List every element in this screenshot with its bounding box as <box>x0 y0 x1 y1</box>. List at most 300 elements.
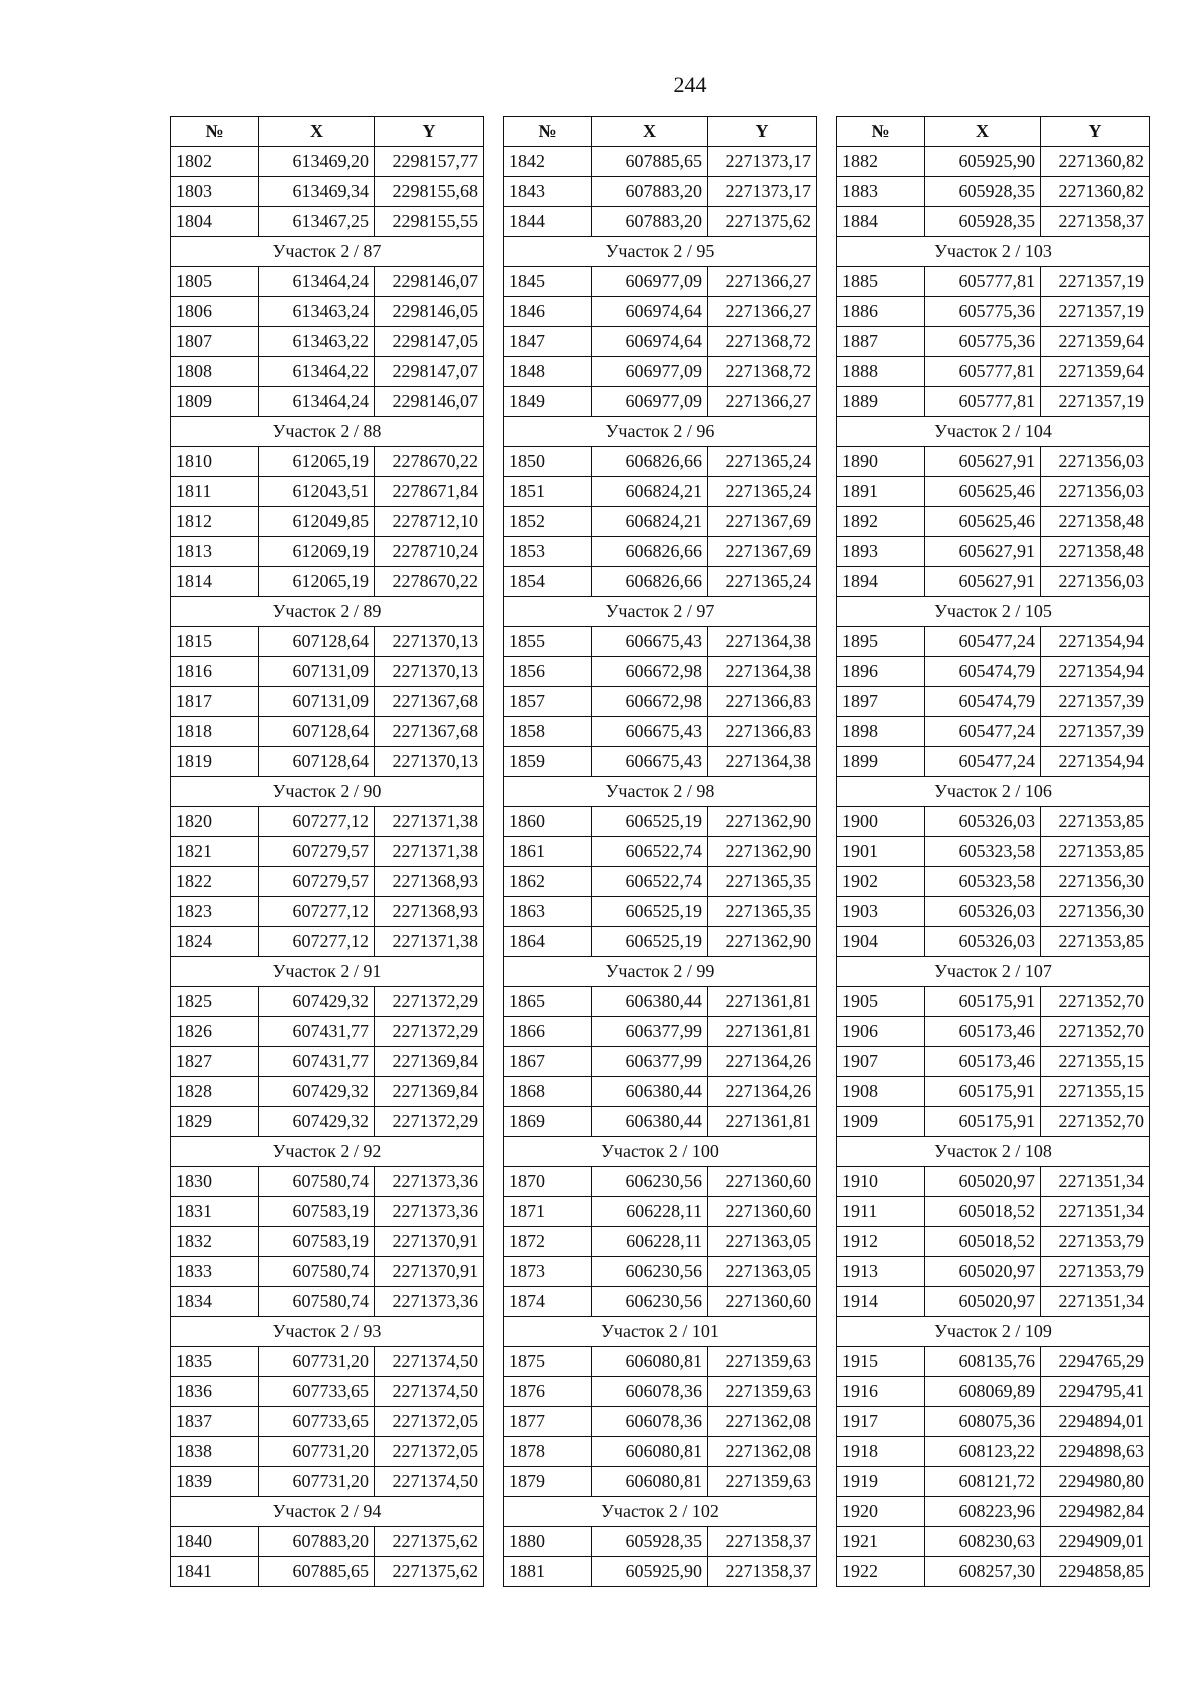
y-coordinate-cell: 2271366,27 <box>708 387 817 417</box>
point-number-cell: 1854 <box>504 567 592 597</box>
x-coordinate-cell: 606826,66 <box>592 447 708 477</box>
table-row <box>504 1347 817 1377</box>
point-number-cell: 1814 <box>171 567 259 597</box>
point-number-cell: 1872 <box>504 1227 592 1257</box>
point-number-cell: 1893 <box>837 537 925 567</box>
section-label: Участок 2 / 106 <box>837 777 1150 807</box>
y-coordinate-cell: 2271361,81 <box>708 1107 817 1137</box>
point-number-cell: 1843 <box>504 177 592 207</box>
y-coordinate-cell: 2271365,35 <box>708 897 817 927</box>
point-number-cell: 1860 <box>504 807 592 837</box>
table-row <box>504 897 817 927</box>
table-row <box>171 1167 484 1197</box>
point-number-cell: 1847 <box>504 327 592 357</box>
y-coordinate-cell: 2271360,60 <box>708 1197 817 1227</box>
y-coordinate-cell: 2271356,03 <box>1041 477 1150 507</box>
x-coordinate-cell: 607429,32 <box>259 1107 375 1137</box>
point-number-cell: 1812 <box>171 507 259 537</box>
table-row <box>171 657 484 687</box>
section-label: Участок 2 / 96 <box>504 417 817 447</box>
point-number-cell: 1802 <box>171 147 259 177</box>
table-row <box>837 1017 1150 1047</box>
table-header-row <box>837 117 1150 147</box>
y-coordinate-cell: 2271359,63 <box>708 1467 817 1497</box>
table-row <box>171 267 484 297</box>
y-coordinate-cell: 2271363,05 <box>708 1227 817 1257</box>
point-number-cell: 1863 <box>504 897 592 927</box>
table-row <box>837 1167 1150 1197</box>
y-coordinate-cell: 2271359,63 <box>708 1377 817 1407</box>
y-coordinate-cell: 2298146,07 <box>375 387 484 417</box>
x-coordinate-cell: 607883,20 <box>259 1527 375 1557</box>
point-number-cell: 1914 <box>837 1287 925 1317</box>
y-coordinate-cell: 2271367,69 <box>708 507 817 537</box>
y-coordinate-cell: 2271364,38 <box>708 657 817 687</box>
table-row <box>171 387 484 417</box>
point-number-cell: 1887 <box>837 327 925 357</box>
table-row <box>504 717 817 747</box>
x-coordinate-cell: 612065,19 <box>259 447 375 477</box>
point-number-cell: 1835 <box>171 1347 259 1377</box>
table-row <box>171 1377 484 1407</box>
section-row <box>837 597 1150 627</box>
table-row <box>171 1197 484 1227</box>
table-row <box>171 1047 484 1077</box>
point-number-cell: 1922 <box>837 1557 925 1587</box>
table-row <box>837 177 1150 207</box>
table-row <box>837 207 1150 237</box>
point-number-cell: 1853 <box>504 537 592 567</box>
x-coordinate-cell: 606228,11 <box>592 1197 708 1227</box>
section-label: Участок 2 / 92 <box>171 1137 484 1167</box>
point-number-cell: 1888 <box>837 357 925 387</box>
table-row <box>171 1467 484 1497</box>
x-coordinate-cell: 606078,36 <box>592 1407 708 1437</box>
y-coordinate-cell: 2271360,60 <box>708 1287 817 1317</box>
table-row <box>504 387 817 417</box>
y-coordinate-cell: 2271357,19 <box>1041 387 1150 417</box>
x-coordinate-cell: 606525,19 <box>592 927 708 957</box>
point-number-cell: 1901 <box>837 837 925 867</box>
point-number-cell: 1834 <box>171 1287 259 1317</box>
point-number-cell: 1868 <box>504 1077 592 1107</box>
y-coordinate-cell: 2271365,24 <box>708 477 817 507</box>
table-row <box>837 1467 1150 1497</box>
y-coordinate-cell: 2271361,81 <box>708 1017 817 1047</box>
table-row <box>504 327 817 357</box>
table-row <box>837 807 1150 837</box>
x-coordinate-cell: 605474,79 <box>925 687 1041 717</box>
y-coordinate-cell: 2271366,83 <box>708 717 817 747</box>
table-row <box>504 357 817 387</box>
table-row <box>504 177 817 207</box>
point-number-cell: 1844 <box>504 207 592 237</box>
x-coordinate-cell: 607883,20 <box>592 177 708 207</box>
x-coordinate-cell: 605326,03 <box>925 927 1041 957</box>
y-coordinate-cell: 2271375,62 <box>375 1557 484 1587</box>
point-number-cell: 1809 <box>171 387 259 417</box>
section-label: Участок 2 / 98 <box>504 777 817 807</box>
y-coordinate-cell: 2271361,81 <box>708 987 817 1017</box>
x-coordinate-cell: 605323,58 <box>925 837 1041 867</box>
table-row <box>504 1527 817 1557</box>
x-coordinate-cell: 606675,43 <box>592 747 708 777</box>
point-number-cell: 1886 <box>837 297 925 327</box>
table-row <box>837 1107 1150 1137</box>
table-row <box>504 537 817 567</box>
y-coordinate-cell: 2271366,27 <box>708 267 817 297</box>
x-coordinate-cell: 605474,79 <box>925 657 1041 687</box>
point-number-cell: 1852 <box>504 507 592 537</box>
y-coordinate-cell: 2271372,29 <box>375 987 484 1017</box>
point-number-cell: 1874 <box>504 1287 592 1317</box>
section-label: Участок 2 / 88 <box>171 417 484 447</box>
table-row <box>837 747 1150 777</box>
x-coordinate-cell: 613469,20 <box>259 147 375 177</box>
table-row <box>837 897 1150 927</box>
table-row <box>504 1407 817 1437</box>
x-coordinate-cell: 605627,91 <box>925 567 1041 597</box>
y-coordinate-cell: 2298146,07 <box>375 267 484 297</box>
table-row <box>504 1287 817 1317</box>
x-coordinate-cell: 606522,74 <box>592 867 708 897</box>
y-coordinate-cell: 2298147,05 <box>375 327 484 357</box>
x-coordinate-cell: 606380,44 <box>592 987 708 1017</box>
table-row <box>504 867 817 897</box>
y-coordinate-cell: 2271366,83 <box>708 687 817 717</box>
x-coordinate-cell: 607731,20 <box>259 1347 375 1377</box>
y-coordinate-cell: 2298155,68 <box>375 177 484 207</box>
point-number-cell: 1916 <box>837 1377 925 1407</box>
x-coordinate-cell: 607580,74 <box>259 1287 375 1317</box>
table-row <box>504 1197 817 1227</box>
table-row <box>504 1047 817 1077</box>
section-label: Участок 2 / 97 <box>504 597 817 627</box>
point-number-cell: 1846 <box>504 297 592 327</box>
point-number-cell: 1850 <box>504 447 592 477</box>
x-coordinate-cell: 606672,98 <box>592 687 708 717</box>
x-coordinate-cell: 605477,24 <box>925 627 1041 657</box>
section-row <box>504 1497 817 1527</box>
point-number-cell: 1919 <box>837 1467 925 1497</box>
x-coordinate-cell: 613463,24 <box>259 297 375 327</box>
y-coordinate-cell: 2271357,39 <box>1041 717 1150 747</box>
point-number-cell: 1803 <box>171 177 259 207</box>
y-coordinate-cell: 2271357,19 <box>1041 297 1150 327</box>
y-coordinate-cell: 2271353,79 <box>1041 1227 1150 1257</box>
x-coordinate-cell: 608075,36 <box>925 1407 1041 1437</box>
y-coordinate-cell: 2294765,29 <box>1041 1347 1150 1377</box>
x-coordinate-cell: 605777,81 <box>925 267 1041 297</box>
x-coordinate-cell: 605777,81 <box>925 387 1041 417</box>
table-row <box>171 1557 484 1587</box>
table-row <box>504 147 817 177</box>
section-label: Участок 2 / 108 <box>837 1137 1150 1167</box>
x-coordinate-cell: 607128,64 <box>259 747 375 777</box>
point-number-cell: 1871 <box>504 1197 592 1227</box>
table-header-row <box>171 117 484 147</box>
y-coordinate-cell: 2271360,60 <box>708 1167 817 1197</box>
point-number-cell: 1849 <box>504 387 592 417</box>
point-number-cell: 1829 <box>171 1107 259 1137</box>
x-coordinate-cell: 606826,66 <box>592 537 708 567</box>
y-coordinate-cell: 2271357,39 <box>1041 687 1150 717</box>
point-number-cell: 1918 <box>837 1437 925 1467</box>
x-coordinate-cell: 605326,03 <box>925 897 1041 927</box>
y-coordinate-cell: 2294980,80 <box>1041 1467 1150 1497</box>
point-number-cell: 1909 <box>837 1107 925 1137</box>
x-coordinate-cell: 608121,72 <box>925 1467 1041 1497</box>
table-row <box>837 1077 1150 1107</box>
table-row <box>504 1017 817 1047</box>
x-coordinate-cell: 605775,36 <box>925 327 1041 357</box>
x-coordinate-cell: 607131,09 <box>259 657 375 687</box>
point-number-cell: 1811 <box>171 477 259 507</box>
y-coordinate-cell: 2271365,24 <box>708 567 817 597</box>
y-coordinate-cell: 2271356,03 <box>1041 447 1150 477</box>
table-row <box>837 657 1150 687</box>
x-coordinate-cell: 607128,64 <box>259 717 375 747</box>
x-coordinate-cell: 606977,09 <box>592 387 708 417</box>
point-number-cell: 1865 <box>504 987 592 1017</box>
coordinates-table-1 <box>170 116 484 1587</box>
section-label: Участок 2 / 90 <box>171 777 484 807</box>
y-coordinate-cell: 2271372,29 <box>375 1017 484 1047</box>
x-coordinate-cell: 607429,32 <box>259 1077 375 1107</box>
point-number-cell: 1841 <box>171 1557 259 1587</box>
point-number-cell: 1822 <box>171 867 259 897</box>
x-coordinate-cell: 606380,44 <box>592 1107 708 1137</box>
y-coordinate-cell: 2271362,08 <box>708 1437 817 1467</box>
y-coordinate-cell: 2294858,85 <box>1041 1557 1150 1587</box>
section-row <box>837 417 1150 447</box>
point-number-cell: 1837 <box>171 1407 259 1437</box>
y-coordinate-cell: 2294898,63 <box>1041 1437 1150 1467</box>
table-row <box>504 627 817 657</box>
x-coordinate-cell: 606078,36 <box>592 1377 708 1407</box>
point-number-cell: 1819 <box>171 747 259 777</box>
point-number-cell: 1910 <box>837 1167 925 1197</box>
point-number-cell: 1851 <box>504 477 592 507</box>
table-row <box>837 1047 1150 1077</box>
x-coordinate-cell: 605020,97 <box>925 1287 1041 1317</box>
point-number-cell: 1906 <box>837 1017 925 1047</box>
x-coordinate-cell: 607731,20 <box>259 1467 375 1497</box>
section-row <box>504 597 817 627</box>
point-number-cell: 1900 <box>837 807 925 837</box>
point-number-cell: 1818 <box>171 717 259 747</box>
table-row <box>837 327 1150 357</box>
section-label: Участок 2 / 102 <box>504 1497 817 1527</box>
point-number-cell: 1895 <box>837 627 925 657</box>
point-number-cell: 1880 <box>504 1527 592 1557</box>
y-coordinate-cell: 2271355,15 <box>1041 1047 1150 1077</box>
y-coordinate-cell: 2271358,37 <box>708 1557 817 1587</box>
table-row <box>504 1167 817 1197</box>
point-number-cell: 1862 <box>504 867 592 897</box>
table-row <box>504 1467 817 1497</box>
point-number-cell: 1858 <box>504 717 592 747</box>
x-coordinate-cell: 606824,21 <box>592 507 708 537</box>
y-coordinate-cell: 2271354,94 <box>1041 747 1150 777</box>
table-row <box>837 357 1150 387</box>
section-label: Участок 2 / 100 <box>504 1137 817 1167</box>
y-coordinate-cell: 2271373,17 <box>708 147 817 177</box>
section-label: Участок 2 / 105 <box>837 597 1150 627</box>
x-coordinate-cell: 606228,11 <box>592 1227 708 1257</box>
point-number-cell: 1883 <box>837 177 925 207</box>
section-row <box>504 1137 817 1167</box>
x-coordinate-cell: 607583,19 <box>259 1197 375 1227</box>
x-coordinate-cell: 605018,52 <box>925 1227 1041 1257</box>
y-coordinate-cell: 2271360,82 <box>1041 147 1150 177</box>
y-coordinate-cell: 2271368,72 <box>708 327 817 357</box>
table-row <box>837 1407 1150 1437</box>
x-coordinate-cell: 605625,46 <box>925 477 1041 507</box>
x-coordinate-cell: 613464,24 <box>259 267 375 297</box>
x-coordinate-cell: 607277,12 <box>259 807 375 837</box>
table-row <box>171 1437 484 1467</box>
y-coordinate-cell: 2271359,64 <box>1041 357 1150 387</box>
point-number-cell: 1827 <box>171 1047 259 1077</box>
section-row <box>837 1137 1150 1167</box>
x-coordinate-cell: 608123,22 <box>925 1437 1041 1467</box>
x-coordinate-cell: 612069,19 <box>259 537 375 567</box>
table-row <box>171 567 484 597</box>
table-row <box>504 837 817 867</box>
point-number-cell: 1884 <box>837 207 925 237</box>
x-coordinate-cell: 606675,43 <box>592 627 708 657</box>
table-row <box>504 657 817 687</box>
x-coordinate-cell: 606525,19 <box>592 897 708 927</box>
table-row <box>504 987 817 1017</box>
section-row <box>504 957 817 987</box>
table-row <box>837 687 1150 717</box>
coordinates-table-3 <box>836 116 1150 1587</box>
x-coordinate-cell: 605175,91 <box>925 987 1041 1017</box>
y-coordinate-cell: 2271368,93 <box>375 897 484 927</box>
y-coordinate-cell: 2271372,05 <box>375 1437 484 1467</box>
x-coordinate-cell: 605173,46 <box>925 1047 1041 1077</box>
point-number-cell: 1826 <box>171 1017 259 1047</box>
y-coordinate-cell: 2271373,36 <box>375 1287 484 1317</box>
x-coordinate-cell: 606974,64 <box>592 327 708 357</box>
point-number-cell: 1813 <box>171 537 259 567</box>
x-coordinate-cell: 606522,74 <box>592 837 708 867</box>
coordinates-table-2 <box>503 116 817 1587</box>
table-row <box>171 537 484 567</box>
x-coordinate-cell: 606672,98 <box>592 657 708 687</box>
table-row <box>837 1197 1150 1227</box>
x-coordinate-cell: 605326,03 <box>925 807 1041 837</box>
x-coordinate-cell: 605925,90 <box>592 1557 708 1587</box>
section-row <box>504 237 817 267</box>
y-coordinate-cell: 2278710,24 <box>375 537 484 567</box>
table-row <box>171 477 484 507</box>
y-coordinate-cell: 2298146,05 <box>375 297 484 327</box>
table-row <box>837 627 1150 657</box>
x-coordinate-cell: 606230,56 <box>592 1257 708 1287</box>
table-row <box>171 1407 484 1437</box>
x-coordinate-cell: 606080,81 <box>592 1467 708 1497</box>
point-number-cell: 1855 <box>504 627 592 657</box>
y-coordinate-cell: 2271351,34 <box>1041 1287 1150 1317</box>
table-row <box>504 927 817 957</box>
y-coordinate-cell: 2271368,93 <box>375 867 484 897</box>
y-coordinate-cell: 2271358,37 <box>1041 207 1150 237</box>
x-coordinate-cell: 608230,63 <box>925 1527 1041 1557</box>
y-coordinate-cell: 2271372,29 <box>375 1107 484 1137</box>
x-coordinate-cell: 613463,22 <box>259 327 375 357</box>
x-coordinate-cell: 607580,74 <box>259 1257 375 1287</box>
table-row <box>171 297 484 327</box>
x-coordinate-cell: 607583,19 <box>259 1227 375 1257</box>
table-row <box>171 687 484 717</box>
x-coordinate-cell: 605925,90 <box>925 147 1041 177</box>
section-row <box>171 417 484 447</box>
table-row <box>837 927 1150 957</box>
y-coordinate-cell: 2271365,35 <box>708 867 817 897</box>
x-coordinate-cell: 605173,46 <box>925 1017 1041 1047</box>
x-coordinate-cell: 605625,46 <box>925 507 1041 537</box>
table-row <box>504 507 817 537</box>
x-coordinate-cell: 607429,32 <box>259 987 375 1017</box>
point-number-cell: 1879 <box>504 1467 592 1497</box>
header-y: Y <box>708 117 817 147</box>
point-number-cell: 1848 <box>504 357 592 387</box>
x-coordinate-cell: 607277,12 <box>259 897 375 927</box>
section-label: Участок 2 / 109 <box>837 1317 1150 1347</box>
y-coordinate-cell: 2298157,77 <box>375 147 484 177</box>
y-coordinate-cell: 2271367,68 <box>375 687 484 717</box>
x-coordinate-cell: 605018,52 <box>925 1197 1041 1227</box>
table-row <box>171 1107 484 1137</box>
x-coordinate-cell: 606675,43 <box>592 717 708 747</box>
x-coordinate-cell: 606377,99 <box>592 1047 708 1077</box>
x-coordinate-cell: 607885,65 <box>592 147 708 177</box>
table-row <box>504 477 817 507</box>
y-coordinate-cell: 2271359,64 <box>1041 327 1150 357</box>
y-coordinate-cell: 2271369,84 <box>375 1077 484 1107</box>
section-row <box>504 417 817 447</box>
y-coordinate-cell: 2271373,36 <box>375 1197 484 1227</box>
section-label: Участок 2 / 101 <box>504 1317 817 1347</box>
x-coordinate-cell: 607279,57 <box>259 867 375 897</box>
y-coordinate-cell: 2271360,82 <box>1041 177 1150 207</box>
x-coordinate-cell: 613467,25 <box>259 207 375 237</box>
table-row <box>837 867 1150 897</box>
header-y: Y <box>375 117 484 147</box>
section-row <box>171 1137 484 1167</box>
y-coordinate-cell: 2298147,07 <box>375 357 484 387</box>
table-row <box>504 1107 817 1137</box>
section-label: Участок 2 / 89 <box>171 597 484 627</box>
table-row <box>504 297 817 327</box>
point-number-cell: 1899 <box>837 747 925 777</box>
point-number-cell: 1805 <box>171 267 259 297</box>
x-coordinate-cell: 607279,57 <box>259 837 375 867</box>
y-coordinate-cell: 2271370,13 <box>375 657 484 687</box>
table-row <box>504 1377 817 1407</box>
x-coordinate-cell: 607128,64 <box>259 627 375 657</box>
x-coordinate-cell: 606377,99 <box>592 1017 708 1047</box>
y-coordinate-cell: 2271358,37 <box>708 1527 817 1557</box>
x-coordinate-cell: 607131,09 <box>259 687 375 717</box>
y-coordinate-cell: 2271362,90 <box>708 927 817 957</box>
y-coordinate-cell: 2271364,38 <box>708 747 817 777</box>
point-number-cell: 1857 <box>504 687 592 717</box>
table-row <box>171 147 484 177</box>
